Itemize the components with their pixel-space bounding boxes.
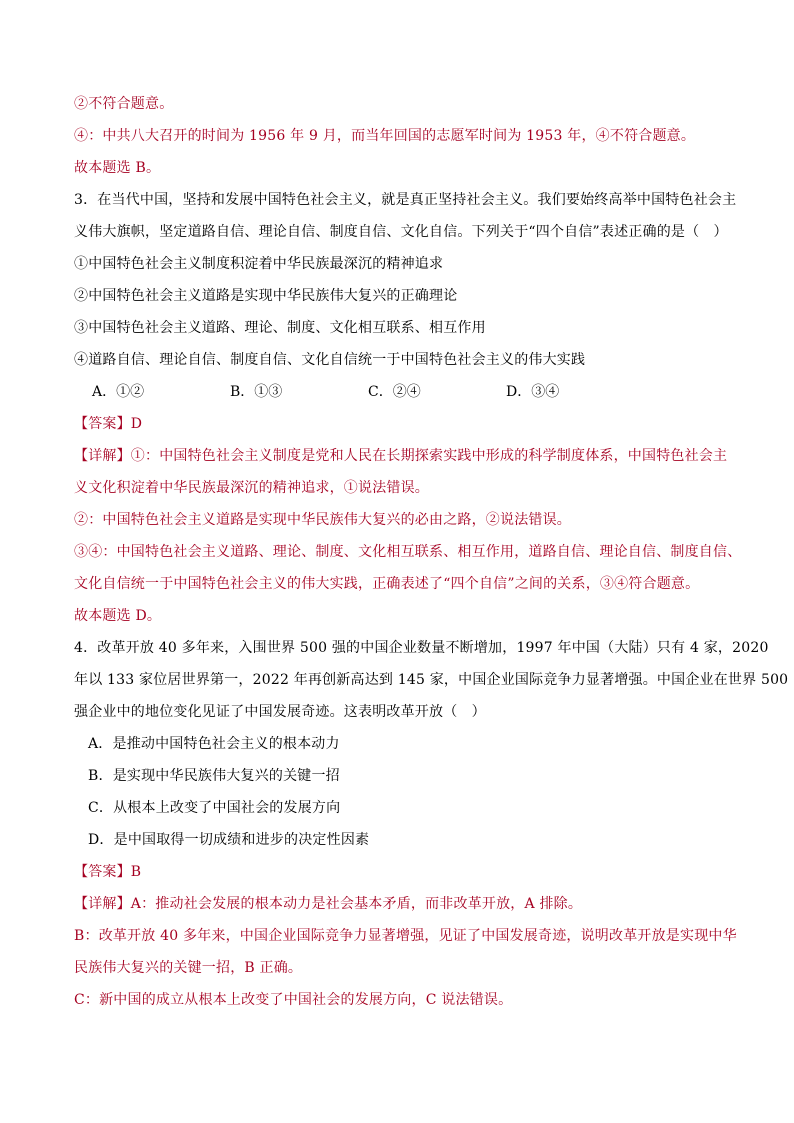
explanation-line: 文化自信统一于中国特色社会主义的伟大实践，正确表述了“四个自信”之间的关系，③④符合题意。 bbox=[74, 576, 700, 592]
question-3-stem: 3．在当代中国，坚持和发展中国特色社会主义，就是真正坚持社会主义。我们要始终高举中国特色社会主 bbox=[74, 192, 737, 208]
question-4-stem: 强企业中的地位变化见证了中国发展奇迹。这表明改革开放（ ） bbox=[74, 704, 486, 720]
question-3-statement: ①中国特色社会主义制度积淀着中华民族最深沉的精神追求 bbox=[74, 256, 444, 272]
choice-c: C．从根本上改变了中国社会的发展方向 bbox=[88, 800, 341, 816]
text-block-2 bbox=[74, 414, 789, 1022]
text-line: ②不符合题意。 bbox=[74, 96, 174, 112]
choice-b: B．是实现中华民族伟大复兴的关键一招 bbox=[88, 768, 340, 784]
document-page bbox=[74, 94, 789, 1022]
choice-d: D．③④ bbox=[506, 384, 560, 400]
question-3-statement: ④道路自信、理论自信、制度自信、文化自信统一于中国特色社会主义的伟大实践 bbox=[74, 352, 586, 368]
text-line: 故本题选 D。 bbox=[74, 608, 162, 624]
question-3-statement: ③中国特色社会主义道路、理论、制度、文化相互联系、相互作用 bbox=[74, 320, 486, 336]
text-line: ④：中共八大召开的时间为 1956 年 9 月，而当年回国的志愿军时间为 1953 年，④不符合题意。 bbox=[74, 128, 696, 144]
question-4-stem: 4．改革开放 40 多年来，入围世界 500 强的中国企业数量不断增加，1997 年中国（大陆）只有 4 家，2020 bbox=[74, 640, 769, 656]
explanation-line: ②：中国特色社会主义道路是实现中华民族伟大复兴的必由之路，②说法错误。 bbox=[74, 512, 571, 528]
question-3-statement: ②中国特色社会主义道路是实现中华民族伟大复兴的正确理论 bbox=[74, 288, 458, 304]
text-line: 故本题选 B。 bbox=[74, 160, 161, 176]
choice-a: A．①② bbox=[92, 384, 145, 400]
question-4-stem: 年以 133 家位居世界第一，2022 年再创新高达到 145 家，中国企业国际竞争力显著增强。中国企业在世界 500 bbox=[74, 672, 789, 688]
choice-a: A．是推动中国特色社会主义的根本动力 bbox=[88, 736, 340, 752]
question-3-choices bbox=[74, 382, 734, 414]
choice-b: B．①③ bbox=[230, 384, 283, 400]
choice-c: C．②④ bbox=[368, 384, 421, 400]
answer-label: 【答案】B bbox=[74, 864, 142, 880]
explanation-line: C：新中国的成立从根本上改变了中国社会的发展方向，C 说法错误。 bbox=[74, 992, 513, 1008]
text-block-1 bbox=[74, 94, 737, 382]
explanation-line: 【详解】①：中国特色社会主义制度是党和人民在长期探索实践中形成的科学制度体系，中国特色社会主 bbox=[74, 448, 728, 464]
explanation-line: 【详解】A：推动社会发展的根本动力是社会基本矛盾，而非改革开放，A 排除。 bbox=[74, 896, 583, 912]
explanation-line: ③④：中国特色社会主义道路、理论、制度、文化相互联系、相互作用，道路自信、理论自信、制度自信、 bbox=[74, 544, 742, 560]
explanation-line: 义文化积淀着中华民族最深沉的精神追求，①说法错误。 bbox=[74, 480, 429, 496]
question-3-stem: 义伟大旗帜，坚定道路自信、理论自信、制度自信、文化自信。下列关于“四个自信”表述正确的是（ ） bbox=[74, 224, 728, 240]
choice-d: D．是中国取得一切成绩和进步的决定性因素 bbox=[88, 832, 370, 848]
explanation-line: B：改革开放 40 多年来，中国企业国际竞争力显著增强，见证了中国发展奇迹，说明改革开放是实现中华 bbox=[74, 928, 737, 944]
answer-label: 【答案】D bbox=[74, 416, 143, 432]
explanation-line: 民族伟大复兴的关键一招，B 正确。 bbox=[74, 960, 303, 976]
